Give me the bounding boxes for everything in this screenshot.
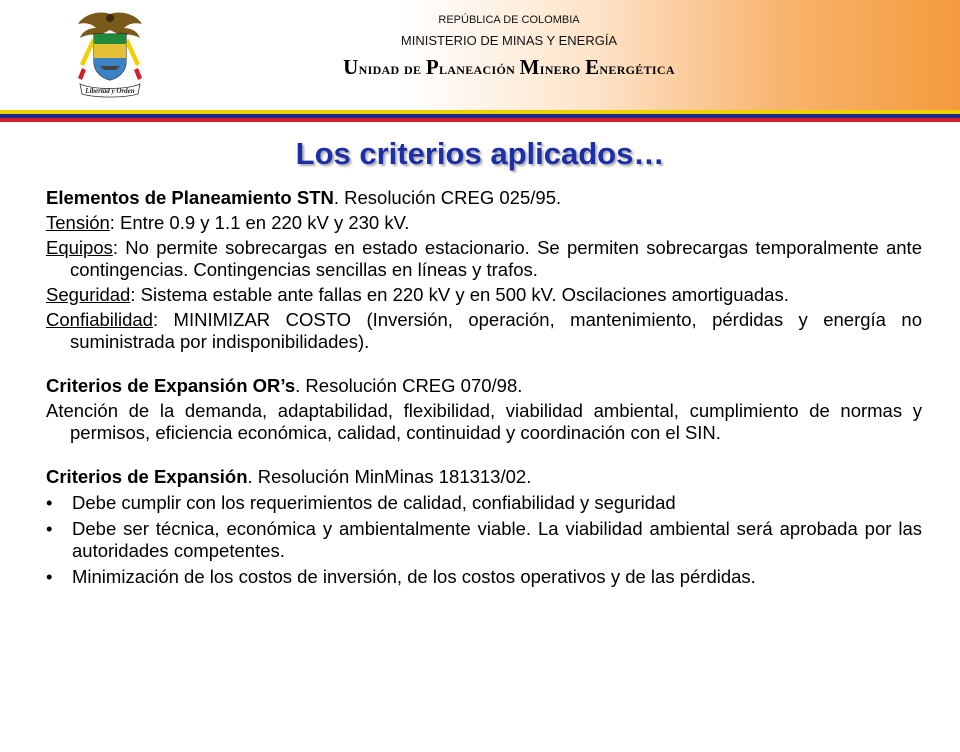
emblem-motto: Libertad y Orden: [85, 87, 135, 95]
criteria-item-tension: Tensión: Entre 0.9 y 1.1 en 220 kV y 230 kV.: [46, 212, 410, 233]
list-item: • Debe ser técnica, económica y ambientalmente viable. La viabilidad ambiental será aprobada por las autoridades competentes.: [46, 518, 922, 561]
bullet-icon: •: [46, 566, 53, 587]
bullet-icon: •: [46, 518, 53, 539]
criteria-item-seguridad: Seguridad: Sistema estable ante fallas en 220 kV y en 500 kV. Oscilaciones amortiguadas.: [46, 284, 789, 305]
ministry-label: MINISTERIO DE MINAS Y ENERGÍA: [400, 33, 618, 48]
criteria-item-confiabilidad: Confiabilidad: MINIMIZAR COSTO (Inversión, operación, mantenimiento, pérdidas y energía no suministrada por indisponibilidades).: [46, 309, 922, 352]
list-item: • Minimización de los costos de inversión, de los costos operativos y de las pérdidas.: [46, 566, 756, 587]
header-banner: [0, 0, 960, 110]
list-item: • Debe cumplir con los requerimientos de calidad, confiabilidad y seguridad: [46, 492, 676, 513]
flag-stripe-red: [0, 118, 960, 122]
slide-body: [46, 187, 922, 588]
section1-heading: Elementos de Planeamiento STN. Resolución CREG 025/95.: [46, 187, 562, 208]
section3-heading: Criterios de Expansión. Resolución MinMinas 181313/02.: [46, 466, 532, 487]
agency-title: Unidad de Planeación Minero Energética: [343, 55, 675, 79]
bullet-icon: •: [46, 492, 53, 513]
country-label: REPÚBLICA DE COLOMBIA: [438, 14, 580, 26]
section2-heading: Criterios de Expansión OR’s. Resolución CREG 070/98.: [46, 375, 523, 396]
slide-title: Los criterios aplicados…: [295, 136, 665, 171]
criteria-item-equipos: Equipos: No permite sobrecargas en estado estacionario. Se permiten sobrecargas temporalmente ante contingencias. Contingencias sencillas en líneas y trafos.: [46, 237, 922, 280]
flag-stripes: [0, 110, 960, 122]
section2-text: Atención de la demanda, adaptabilidad, flexibilidad, viabilidad ambiental, cumplimiento de normas y permisos, eficiencia económica, calidad, continuidad y coordinación con el SIN.: [46, 400, 922, 443]
